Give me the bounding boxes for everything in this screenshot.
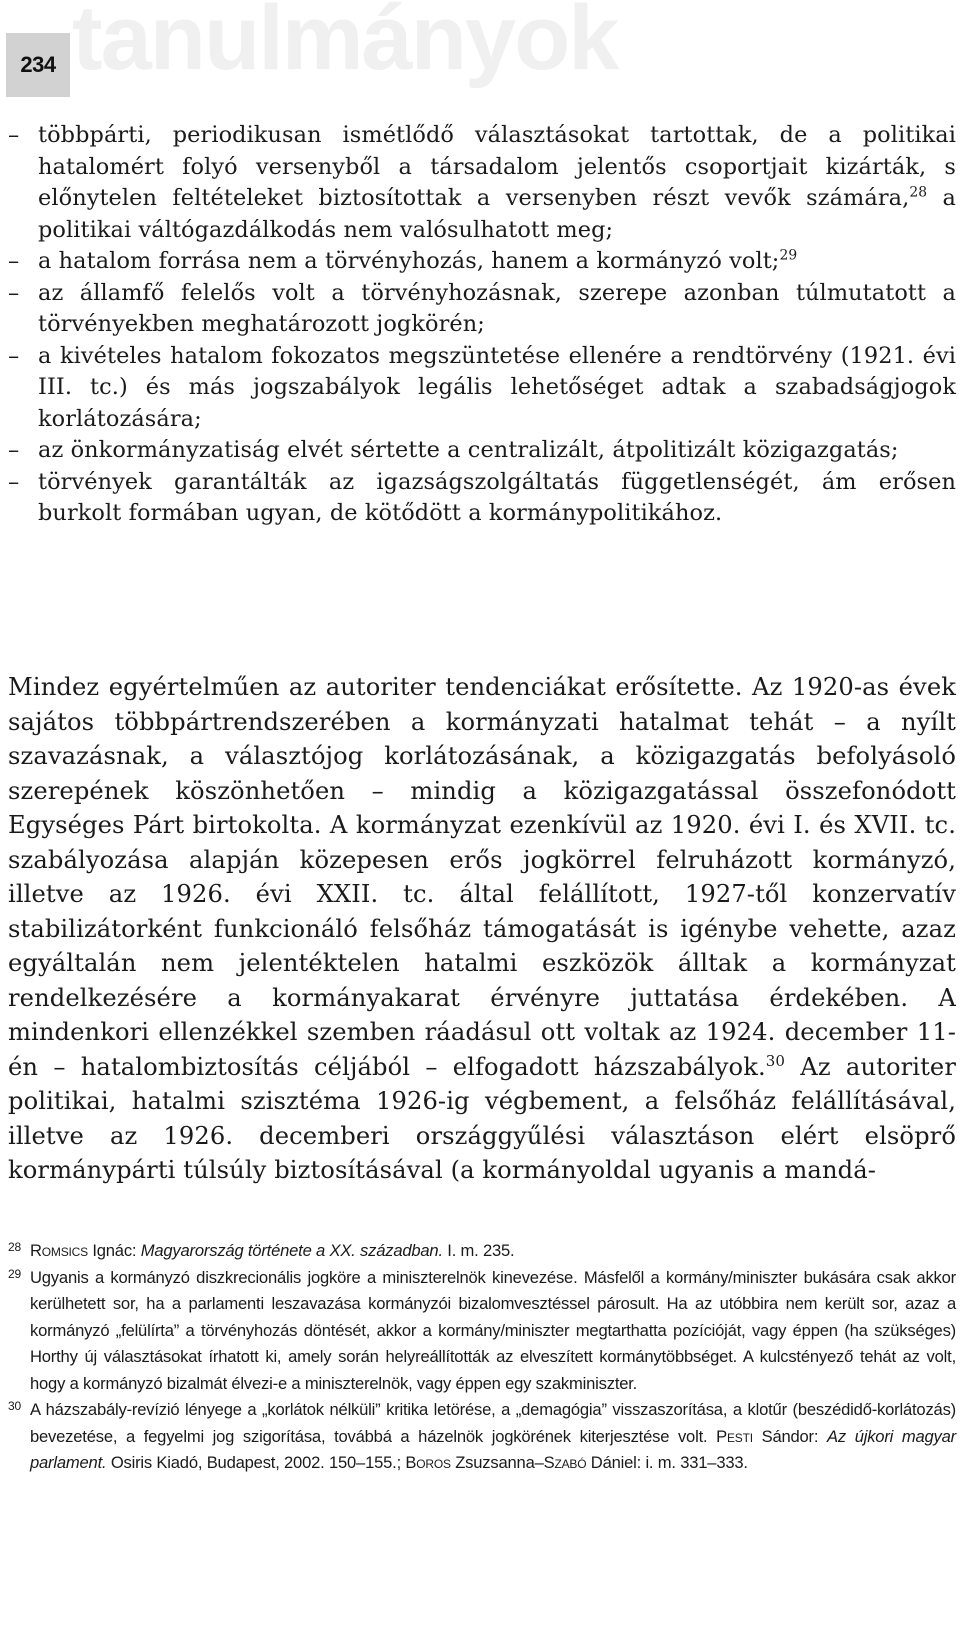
book-title: Az újkori magyar parlament.	[30, 1426, 956, 1472]
item-text: többpárti, periodikusan ismétlődő választásokat tartottak, de a politikai hatalomért folyó versenyből a társadalom jelentős csoportjait kizárták, s előnytelen feltételeket biztosítottak a versenyben részt vevők számára,	[38, 122, 956, 211]
book-title: Magyarország története a XX. században.	[140, 1241, 443, 1260]
footnote-number: 28	[8, 1240, 21, 1254]
author-name: Pesti	[716, 1426, 753, 1446]
list-item	[8, 278, 956, 341]
footnote-28	[8, 1238, 956, 1265]
author-name: Romsics	[30, 1241, 88, 1260]
footnote-ref[interactable]: 28	[909, 184, 928, 201]
item-text-cont: a politikai váltógazdálkodás nem valósulhatott meg;	[38, 185, 956, 243]
bullet-dash: –	[8, 122, 20, 148]
paragraph-text: Mindez egyértelműen az autoriter tendenciákat erősítette. Az 1920-as évek sajátos többpártrendszerében a kormányzati hatalmat tehát – a nyílt szavazásnak, a választójog korlátozásának, a közigazgatás befolyásoló szerepének köszönhetően – mindig a közigazgatással összefonódott Egységes Párt birtokolta. A kormányzat ezenkívül az 1920. évi I. és XVII. tc. szabályozása alapján közepesen erős jogkörrel felruházott kormányzó, illetve az 1926. évi XXII. tc. által felállított, 1927-től konzervatív stabilizátorként funkcionáló felsőház támogatását is igénybe vehette, azaz egyáltalán nem jelentéktelen hatalmi eszközök álltak a kormányzat rendelkezésére a kormányakarat érvényre juttatása érdekében. A mindenkori ellenzékkel szemben ráadásul ott voltak az 1924. december 11-én – hatalombiztosítás céljából – elfogadott házszabályok.	[8, 673, 956, 1081]
item-text: az önkormányzatiság elvét sértette a centralizált, átpolitizált közigazgatás;	[38, 437, 899, 463]
author-name: Szabó	[543, 1453, 587, 1472]
footnote-text: Osiris Kiadó, Budapest, 2002. 150–155.;	[106, 1453, 406, 1472]
page-number: 234	[6, 33, 70, 97]
footnote-ref[interactable]: 29	[779, 247, 798, 264]
footnote-number: 29	[8, 1266, 21, 1281]
footnote-ref[interactable]: 30	[765, 1051, 786, 1070]
footnote-text: A házszabály-revízió lényege a „korlátok nélküli” kritika letörése, a „demagógia” visszaszorítása, a klotűr (beszédidő-korlátozás) bevezetése, a fegyelmi jog szigorítása, továbbá a házelnök jogkörének kiterjesztése volt.	[30, 1400, 956, 1446]
bullet-dash: –	[8, 342, 20, 369]
paragraph-text-cont: Az autoriter politikai, hatalmi szisztéma 1926-ig végbement, a felsőház felállításával, illetve az 1926. decemberi országgyűlési választáson elért elsöprő kormánypárti túlsúly biztosításával (a kormányoldal ugyanis a mandá-	[8, 1052, 957, 1184]
item-text: a hatalom forrása nem a törvényhozás, hanem a kormányzó volt;	[38, 248, 780, 274]
item-text: az államfő felelős volt a törvényhozásnak, szerepe azonban túlmutatott a törvényekben meghatározott jogkörén;	[38, 279, 956, 337]
section-title: tanulmányok	[72, 0, 618, 89]
bullet-dash: –	[8, 279, 20, 306]
item-text: törvények garantálták az igazságszolgáltatás függetlenségét, ám erősen burkolt formában ugyan, de kötődött a kormánypolitikához.	[38, 468, 956, 526]
footnote-29	[8, 1265, 956, 1398]
list-item	[8, 246, 956, 278]
footnote-30	[8, 1397, 956, 1477]
body-paragraph	[8, 670, 956, 1188]
footnote-text: Zsuzsanna–	[450, 1453, 544, 1472]
author-name: Boros	[405, 1453, 451, 1472]
bullet-dash: –	[8, 468, 20, 495]
footnote-text: I. m. 235.	[442, 1241, 515, 1260]
footnote-text: Dániel: i. m. 331–333.	[586, 1453, 748, 1472]
footnotes	[8, 1238, 956, 1477]
item-text: a kivételes hatalom fokozatos megszüntetése ellenére a rendtörvény (1921. évi III. tc.) és más jogszabályok legális lehetőséget adtak a szabadságjogok korlátozására;	[38, 342, 956, 432]
bullet-dash: –	[8, 248, 20, 274]
list-item	[8, 120, 956, 246]
footnote-text: Ugyanis a kormányzó diszkrecionális jogköre a miniszterelnök kinevezése. Másfelől a kormány/miniszter bukására csak akkor kerülhetett sor, ha a parlamenti leszavazása kormányzói bizalomvesztéssel párosult. Ha az utóbbira nem került sor, azaz a kormányzó „felülírta” a törvényhozás döntését, akkor a kormány/miniszter megtarthatta pozícióját, vagy éppen (ha szükséges) Horthy új választásokat írhatott ki, amely során helyreállították az elveszített kormánytöbbséget. A kulcstényező tehát az volt, hogy a kormányzó bizalmát élvezi-e a miniszterelnök, vagy éppen egy szakminiszter.	[30, 1267, 956, 1393]
footnote-number: 30	[8, 1399, 21, 1413]
bullet-dash: –	[8, 437, 20, 463]
footnote-text: Sándor:	[752, 1426, 828, 1446]
list-item	[8, 341, 956, 436]
footnote-text: Ignác:	[87, 1241, 141, 1260]
list-item	[8, 435, 956, 467]
bullet-list	[8, 120, 956, 530]
list-item	[8, 467, 956, 530]
